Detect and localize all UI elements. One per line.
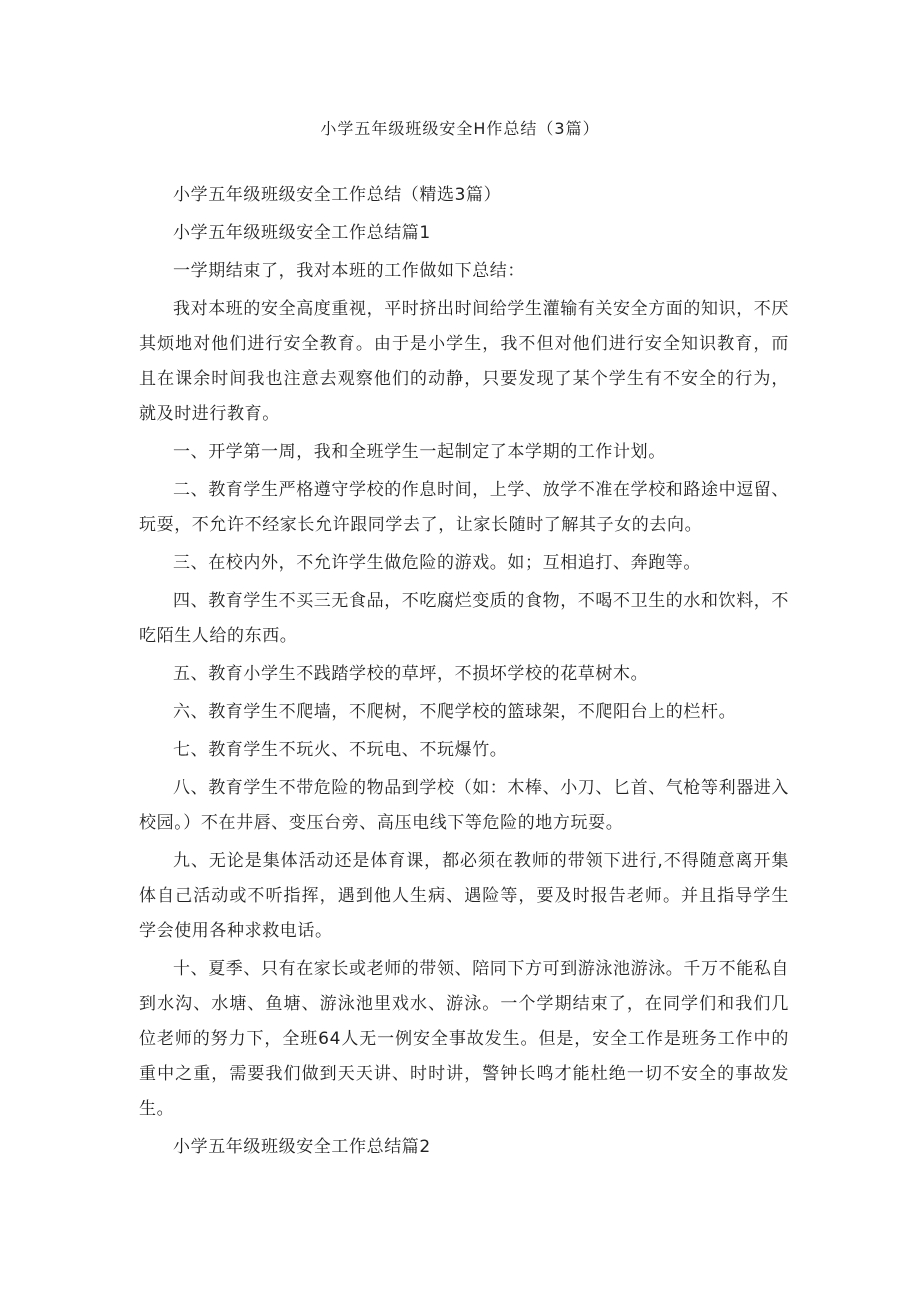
subtitle-paragraph: 小学五年级班级安全工作总结（精选3篇） [173,185,502,205]
section-heading-2: 小学五年级班级安全工作总结篇2 [173,1137,431,1157]
body-paragraph: 十、夏季、只有在家长或老师的带领、陪同下方可到游泳池游泳。千万不能私自到水沟、水塘、鱼塘、游泳池里戏水、游泳。一个学期结束了，在同学们和我们几位老师的努力下，全班64人无一例安全事故发生。但是，安全工作是班务工作中的重中之重，需要我们做到天天讲、时时讲，警钟长鸣才能杜绝一切不安全的事故发生。 [139,959,789,1119]
body-paragraph: 二、教育学生严格遵守学校的作息时间，上学、放学不准在学校和路途中逗留、玩耍，不允许不经家长允许跟同学去了，让家长随时了解其子女的去向。 [139,480,789,535]
body-paragraph: 四、教育学生不买三无食品，不吃腐烂变质的食物，不喝不卫生的水和饮料，不吃陌生人给的东西。 [139,591,789,646]
body-paragraph: 九、无论是集体活动还是体育课，都必须在教师的带领下进行,不得随意离开集体自己活动或不听指挥，遇到他人生病、遇险等，要及时报告老师。并且指导学生学会使用各种求救电话。 [139,851,789,941]
document-body [139,178,789,1168]
body-paragraph: 一、开学第一周，我和全班学生一起制定了本学期的工作计划。 [173,442,666,462]
body-paragraph: 八、教育学生不带危险的物品到学校（如：木棒、小刀、匕首、气枪等利器进入校园。）不在井唇、变压台旁、高压电线下等危险的地方玩耍。 [139,778,789,833]
body-paragraph: 我对本班的安全高度重视，平时挤出时间给学生灌输有关安全方面的知识，不厌其烦地对他们进行安全教育。由于是小学生，我不但对他们进行安全知识教育，而且在课余时间我也注意去观察他们的动静，只要发现了某个学生有不安全的行为，就及时进行教育。 [139,299,789,424]
body-paragraph: 五、教育小学生不践踏学校的草坪，不损坏学校的花草树木。 [173,664,649,684]
body-paragraph: 七、教育学生不玩火、不玩电、不玩爆竹。 [173,740,508,760]
body-paragraph: 三、在校内外，不允许学生做危险的游戏。如；互相追打、奔跑等。 [173,553,701,573]
section-heading-1: 小学五年级班级安全工作总结篇1 [173,223,431,243]
body-paragraph: 六、教育学生不爬墙，不爬树，不爬学校的篮球架，不爬阳台上的栏杆。 [173,702,737,722]
document-title: 小学五年级班级安全H作总结（3篇） [320,119,600,138]
body-paragraph: 一学期结束了，我对本班的工作做如下总结： [173,261,525,281]
